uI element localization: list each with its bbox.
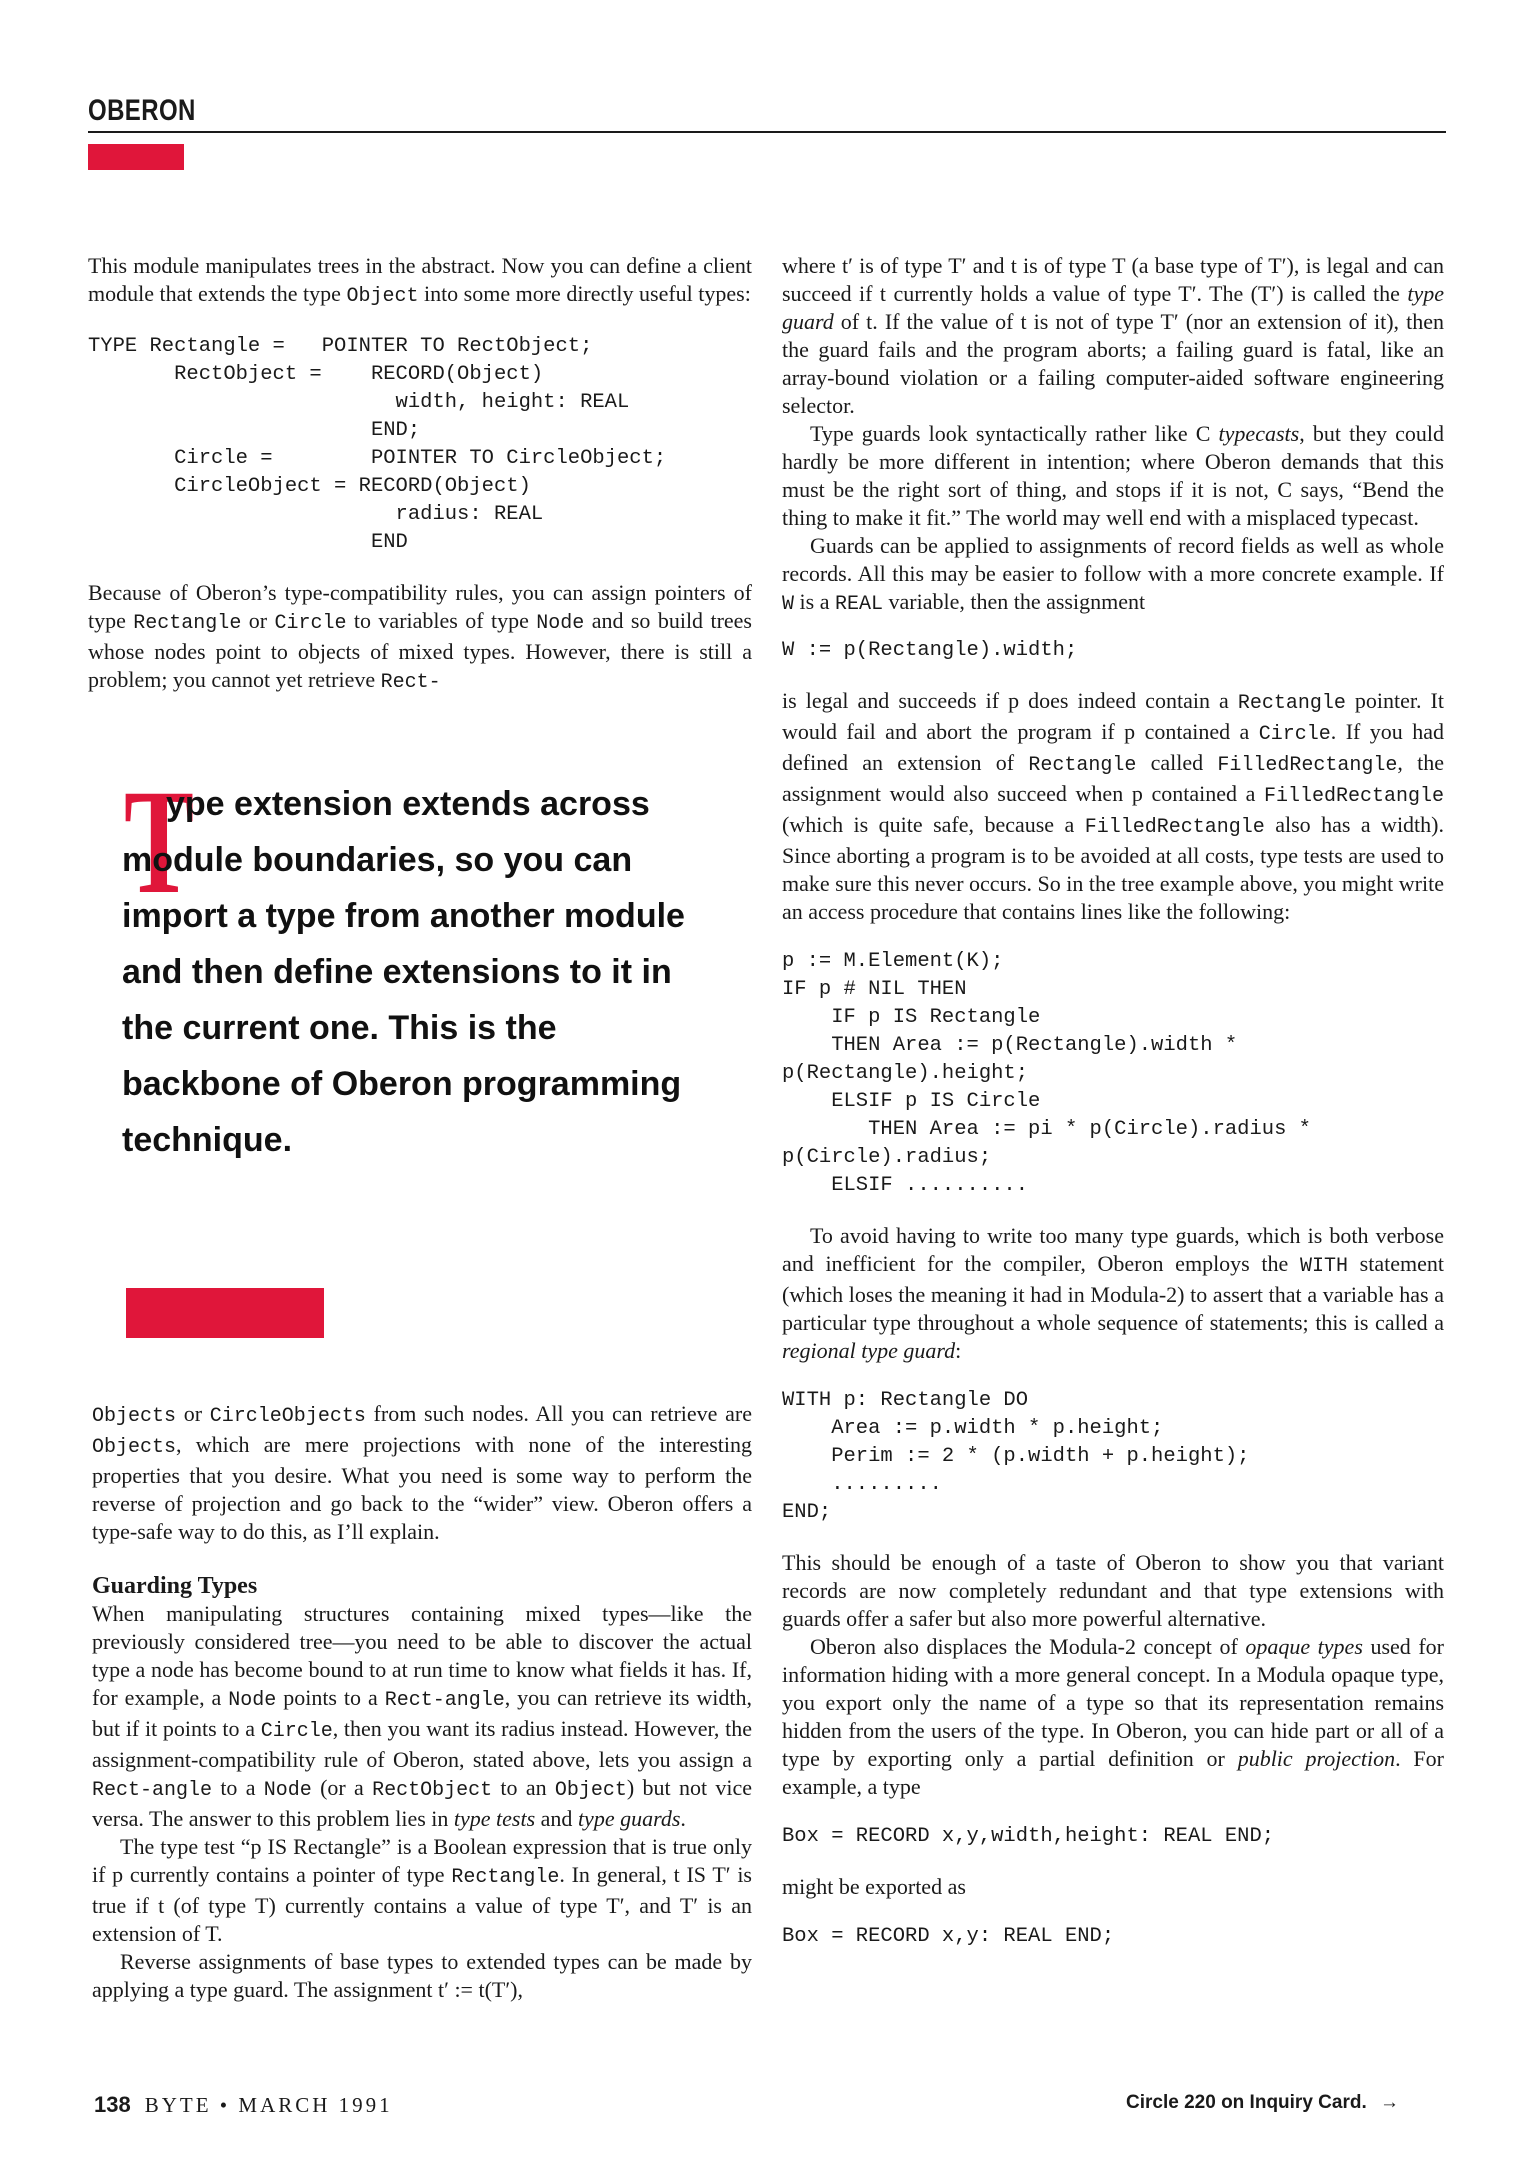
right-paragraph-1: where t′ is of type T′ and t is of type T (a base type of T′), is legal and can succeed if t currently holds a value of type T′. The (T′) is called the type guard of t. If the value of t is not of type T′ (nor an extension of it), then the guard fails and the program aborts; a failing guard is fatal, like an array-bound violation or a failing computer-aided software engineering selector. (782, 253, 1444, 418)
right-paragraph-2: Type guards look syntactically rather like C typecasts, but they could hardly be more different in intention; where Oberon demands that this must be the right sort of thing, and stops if it is not, C says, “Bend the thing to make it fit.” The world may well end with a misplaced typecast. (782, 421, 1444, 530)
pullquote-text: ype extension extends across module boundaries, so you can import a type from another module and then define extensions to it in the current one. This is the backbone of Oberon programming technique. (122, 785, 685, 1159)
right-paragraph-8: might be exported as (782, 1874, 966, 1899)
page-footer-left (94, 2092, 393, 2118)
left-paragraph-3: Objects or CircleObjects from such nodes. All you can retrieve are Objects, which are mere projections with none of the interesting properties that you desire. What you need is some way to perform the reverse of projection and go back to the “wider” view. Oberon offers a type-safe way to do this, as I’ll explain. (92, 1401, 752, 1544)
right-paragraph-7: Oberon also displaces the Modula-2 concept of opaque types used for information hiding with a more general concept. In a Modula opaque type, you export only the name of a type so that its representation remains hidden from the users of the type. In Oberon, you can hide part or all of a type by exporting only a partial definition or public projection. For example, a type (782, 1634, 1444, 1799)
right-paragraph-5: To avoid having to write too many type guards, which is both verbose and inefficient for the compiler, Oberon employs the WITH statement (which loses the meaning it had in Modula-2) to assert that a variable has a particular type throughout a whole sequence of statements; this is called a regional type guard: (782, 1223, 1444, 1363)
section-title: OBERON (88, 94, 196, 127)
header-rule (88, 131, 1446, 133)
left-paragraph-6: Reverse assignments of base types to extended types can be made by applying a type guard. The assignment t′ := t(T′), (92, 1949, 752, 2002)
code-box-export: Box = RECORD x,y: REAL END; (782, 1925, 1115, 1948)
pullquote-dropcap: T (124, 759, 195, 925)
page-number: 138 (94, 2092, 131, 2117)
left-column-top (88, 252, 752, 697)
code-with-statement: WITH p: Rectangle DO Area := p.width * p.height; Perim := 2 * (p.width + p.height); ......... END; (782, 1389, 1250, 1524)
left-paragraph-1: This module manipulates trees in the abstract. Now you can define a client module that extends the type Object into some more directly useful types: (88, 253, 752, 308)
code-box-record: Box = RECORD x,y,width,height: REAL END; (782, 1825, 1275, 1848)
right-paragraph-6: This should be enough of a taste of Oberon to show you that variant records are now completely redundant and that type extensions with guards offer a safer but also more powerful alternative. (782, 1550, 1444, 1631)
left-paragraph-5: The type test “p IS Rectangle” is a Boolean expression that is true only if p currently contains a pointer of type Rectangle. In general, t IS T′ is true if t (of type T) currently contains a value of type T′, and T′ is an extension of T. (92, 1834, 752, 1946)
right-paragraph-3: Guards can be applied to assignments of record fields as well as whole records. All this may be easier to follow with a more concrete example. If W is a REAL variable, then the assignment (782, 533, 1444, 616)
pullquote-color-block (126, 1288, 324, 1338)
inquiry-card-note (1126, 2092, 1399, 2114)
left-paragraph-2: Because of Oberon’s type-compatibility rules, you can assign pointers of type Rectangle or Circle to variables of type Node and so build trees whose nodes point to objects of mixed types. However, there is still a problem; you cannot yet retrieve Rect- (88, 580, 752, 694)
pullquote (122, 776, 722, 1168)
code-access-procedure: p := M.Element(K); IF p # NIL THEN IF p IS Rectangle THEN Area := p(Rectangle).width * p(Rectangle).height; ELSIF p IS Circle THEN Area := pi * p(Circle).radius * p(Circle).radius; ELSIF .......... (782, 950, 1311, 1197)
left-column-bottom (92, 1400, 752, 2004)
section-color-tab (88, 144, 184, 170)
right-paragraph-4: is legal and succeeds if p does indeed contain a Rectangle pointer. It would fail and abort the program if p contained a Circle. If you had defined an extension of Rectangle called FilledRectangle, the assignment would also succeed when p contained a FilledRectangle (which is quite safe, because a FilledRectangle also has a width). Since aborting a program is to be avoided at all costs, type tests are used to make sure this never occurs. So in the tree example above, you might write an access procedure that contains lines like the following: (782, 688, 1444, 924)
magazine-issue: BYTE • MARCH 1991 (144, 2093, 393, 2117)
code-type-declarations: TYPE Rectangle = POINTER TO RectObject; RectObject = RECORD(Object) width, height: REAL END; Circle = POINTER TO CircleObject; CircleObject = RECORD(Object) radius: REAL END (88, 335, 667, 554)
right-column (782, 252, 1444, 1951)
left-paragraph-4: When manipulating structures containing mixed types—like the previously considered tree—you need to be able to discover the actual type a node has become bound to at run time to know what fields it has. If, for example, a Node points to a Rect-angle, you can retrieve its width, but if it points to a Circle, then you want its radius instead. However, the assignment-compatibility rule of Oberon, stated above, lets you assign a Rect-angle to a Node (or a RectObject to an Object) but not vice versa. The answer to this problem lies in type tests and type guards. (92, 1601, 752, 1831)
code-assignment: W := p(Rectangle).width; (782, 639, 1078, 662)
inquiry-text: Circle 220 on Inquiry Card. (1126, 2092, 1367, 2113)
section-heading: Guarding Types (92, 1573, 258, 1599)
arrow-right-icon: → (1380, 2092, 1400, 2113)
